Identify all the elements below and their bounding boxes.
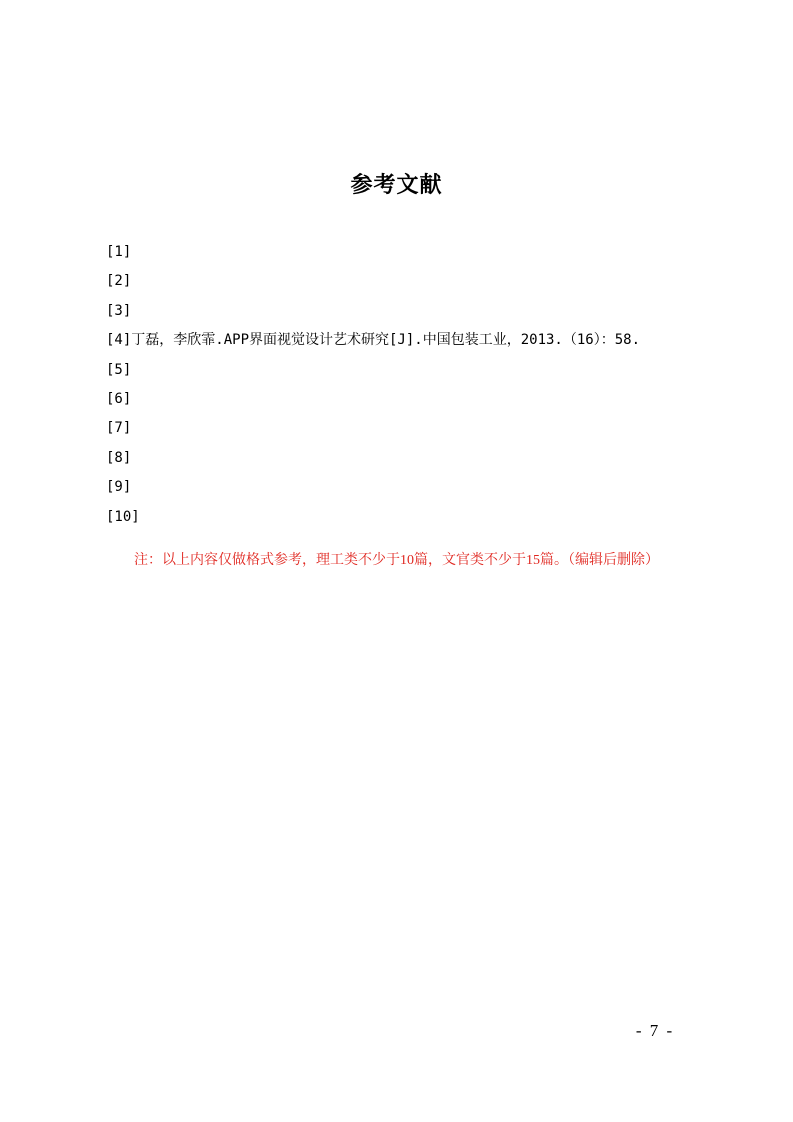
format-note: 注：以上内容仅做格式参考，理工类不少于10篇，文官类不少于15篇。（编辑后删除） xyxy=(134,553,659,568)
reference-item-4: [4]丁磊，李欣霏.APP界面视觉设计艺术研究[J].中国包装工业，2013.（16）：58. xyxy=(106,332,641,349)
reference-list xyxy=(106,238,726,532)
reference-item-2: [2] xyxy=(106,273,132,290)
reference-item-5: [5] xyxy=(106,361,132,378)
reference-item-3: [3] xyxy=(106,302,132,319)
page-number: - 7 - xyxy=(635,1021,675,1040)
reference-item-9: [9] xyxy=(106,479,132,496)
reference-item-10: [10] xyxy=(106,508,140,525)
page-title: 参考文献 xyxy=(350,173,443,198)
reference-item-7: [7] xyxy=(106,420,132,437)
reference-item-8: [8] xyxy=(106,449,132,466)
reference-item-1: [1] xyxy=(106,244,132,260)
reference-item-6: [6] xyxy=(106,390,132,407)
